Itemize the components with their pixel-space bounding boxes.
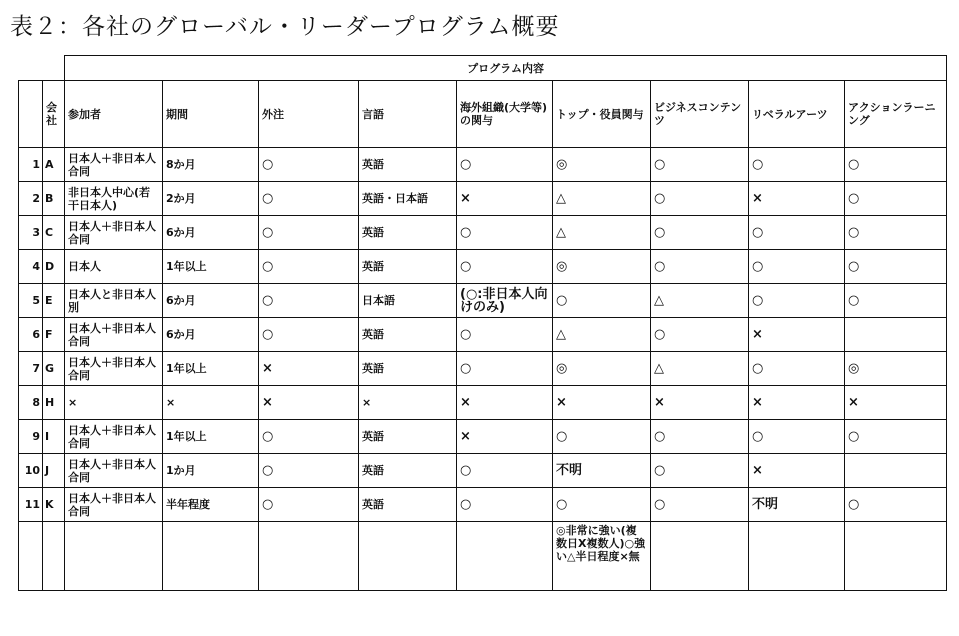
duration-cell: 1年以上 xyxy=(163,420,259,454)
participants-cell: 日本人＋非日本人合同 xyxy=(65,148,163,182)
business-cell: △ xyxy=(651,284,749,318)
action-learning-cell: ○ xyxy=(845,182,947,216)
participants-cell: 日本人＋非日本人合同 xyxy=(65,318,163,352)
duration-cell: 1か月 xyxy=(163,454,259,488)
row-number: 10 xyxy=(19,454,43,488)
table-row xyxy=(19,216,947,250)
language-cell: 英語 xyxy=(359,250,457,284)
table-row xyxy=(19,318,947,352)
business-cell: △ xyxy=(651,352,749,386)
empty-cell xyxy=(259,522,359,591)
outsourcing-cell: ○ xyxy=(259,318,359,352)
row-number: 2 xyxy=(19,182,43,216)
legend-row xyxy=(19,522,947,591)
language-cell: 英語 xyxy=(359,318,457,352)
overseas-org-cell: ○ xyxy=(457,454,553,488)
blank-cell xyxy=(19,56,43,81)
executive-cell: ○ xyxy=(553,420,651,454)
header-cell-action-learning: アクションラーニング xyxy=(845,81,947,148)
header-cell-business: ビジネスコンテンツ xyxy=(651,81,749,148)
empty-cell xyxy=(65,522,163,591)
header-cell-language: 言語 xyxy=(359,81,457,148)
language-cell: 英語 xyxy=(359,488,457,522)
executive-cell: ○ xyxy=(553,284,651,318)
language-cell: 英語 xyxy=(359,352,457,386)
table-row xyxy=(19,420,947,454)
company-cell: B xyxy=(43,182,65,216)
table-body xyxy=(19,56,947,591)
liberal-arts-cell: × xyxy=(749,454,845,488)
header-cell-participants: 参加者 xyxy=(65,81,163,148)
outsourcing-cell: ○ xyxy=(259,284,359,318)
action-learning-cell: ○ xyxy=(845,250,947,284)
outsourcing-cell: ○ xyxy=(259,148,359,182)
table-row xyxy=(19,454,947,488)
executive-cell: ◎ xyxy=(553,352,651,386)
empty-cell xyxy=(359,522,457,591)
company-cell: E xyxy=(43,284,65,318)
outsourcing-cell: ○ xyxy=(259,454,359,488)
table-row xyxy=(19,148,947,182)
empty-cell xyxy=(457,522,553,591)
action-learning-cell: ○ xyxy=(845,216,947,250)
liberal-arts-cell: ○ xyxy=(749,352,845,386)
liberal-arts-cell: ○ xyxy=(749,250,845,284)
participants-cell: 日本人＋非日本人合同 xyxy=(65,454,163,488)
table-row xyxy=(19,250,947,284)
action-learning-cell xyxy=(845,454,947,488)
outsourcing-cell: ○ xyxy=(259,216,359,250)
table-row xyxy=(19,352,947,386)
executive-cell: ○ xyxy=(553,488,651,522)
overseas-org-cell: ○ xyxy=(457,148,553,182)
language-cell: 英語 xyxy=(359,420,457,454)
header-cell-company: 会社 xyxy=(43,81,65,148)
empty-cell xyxy=(163,522,259,591)
legend-cell: ◎非常に強い(複数日X複数人)○強い△半日程度×無 xyxy=(553,522,651,591)
executive-cell: △ xyxy=(553,182,651,216)
duration-cell: 8か月 xyxy=(163,148,259,182)
duration-cell: 半年程度 xyxy=(163,488,259,522)
company-cell: J xyxy=(43,454,65,488)
participants-cell: 日本人＋非日本人合同 xyxy=(65,488,163,522)
business-cell: ○ xyxy=(651,250,749,284)
action-learning-cell: ○ xyxy=(845,284,947,318)
liberal-arts-cell: ○ xyxy=(749,284,845,318)
header-cell-duration: 期間 xyxy=(163,81,259,148)
overseas-org-cell: (○:非日本人向けのみ) xyxy=(457,284,553,318)
duration-cell: 6か月 xyxy=(163,284,259,318)
action-learning-cell xyxy=(845,318,947,352)
language-cell: 英語・日本語 xyxy=(359,182,457,216)
overseas-org-cell: ○ xyxy=(457,352,553,386)
duration-cell: 1年以上 xyxy=(163,352,259,386)
executive-cell: ◎ xyxy=(553,148,651,182)
liberal-arts-cell: ○ xyxy=(749,216,845,250)
table-row xyxy=(19,488,947,522)
row-number: 9 xyxy=(19,420,43,454)
participants-cell: × xyxy=(65,386,163,420)
program-table xyxy=(18,55,947,591)
liberal-arts-cell: × xyxy=(749,318,845,352)
duration-cell: 1年以上 xyxy=(163,250,259,284)
row-number: 3 xyxy=(19,216,43,250)
header-cell-outsourcing: 外注 xyxy=(259,81,359,148)
blank-cell xyxy=(43,56,65,81)
company-cell: H xyxy=(43,386,65,420)
executive-cell: 不明 xyxy=(553,454,651,488)
row-number: 5 xyxy=(19,284,43,318)
participants-cell: 日本人 xyxy=(65,250,163,284)
action-learning-cell: ○ xyxy=(845,420,947,454)
header-cell-overseas-org: 海外組織(大学等)の関与 xyxy=(457,81,553,148)
row-number: 6 xyxy=(19,318,43,352)
outsourcing-cell: × xyxy=(259,386,359,420)
document-title: 表２：各社のグローバル・リーダープログラム概要 xyxy=(10,14,560,40)
overseas-org-cell: × xyxy=(457,386,553,420)
table-row xyxy=(19,284,947,318)
language-cell: 英語 xyxy=(359,216,457,250)
empty-cell xyxy=(845,522,947,591)
header-cell-executive: トップ・役員関与 xyxy=(553,81,651,148)
company-cell: K xyxy=(43,488,65,522)
business-cell: ○ xyxy=(651,318,749,352)
overseas-org-cell: × xyxy=(457,182,553,216)
liberal-arts-cell: × xyxy=(749,182,845,216)
header-cell-liberal-arts: リベラルアーツ xyxy=(749,81,845,148)
row-number: 1 xyxy=(19,148,43,182)
outsourcing-cell: ○ xyxy=(259,488,359,522)
group-header-row xyxy=(19,56,947,81)
outsourcing-cell: ○ xyxy=(259,420,359,454)
empty-cell xyxy=(749,522,845,591)
business-cell: ○ xyxy=(651,182,749,216)
overseas-org-cell: × xyxy=(457,420,553,454)
header-cell-index xyxy=(19,81,43,148)
language-cell: 英語 xyxy=(359,454,457,488)
empty-cell xyxy=(43,522,65,591)
language-cell: × xyxy=(359,386,457,420)
company-cell: F xyxy=(43,318,65,352)
business-cell: ○ xyxy=(651,488,749,522)
row-number: 11 xyxy=(19,488,43,522)
duration-cell: 6か月 xyxy=(163,216,259,250)
participants-cell: 日本人＋非日本人合同 xyxy=(65,216,163,250)
outsourcing-cell: × xyxy=(259,352,359,386)
action-learning-cell: × xyxy=(845,386,947,420)
row-number: 8 xyxy=(19,386,43,420)
outsourcing-cell: ○ xyxy=(259,250,359,284)
company-cell: I xyxy=(43,420,65,454)
company-cell: G xyxy=(43,352,65,386)
business-cell: ○ xyxy=(651,454,749,488)
liberal-arts-cell: ○ xyxy=(749,420,845,454)
table-row xyxy=(19,386,947,420)
row-number: 4 xyxy=(19,250,43,284)
action-learning-cell: ◎ xyxy=(845,352,947,386)
company-cell: D xyxy=(43,250,65,284)
participants-cell: 日本人＋非日本人合同 xyxy=(65,352,163,386)
executive-cell: △ xyxy=(553,216,651,250)
business-cell: ○ xyxy=(651,420,749,454)
duration-cell: 2か月 xyxy=(163,182,259,216)
business-cell: ○ xyxy=(651,148,749,182)
table-row xyxy=(19,182,947,216)
column-header-row xyxy=(19,81,947,148)
duration-cell: × xyxy=(163,386,259,420)
empty-cell xyxy=(19,522,43,591)
action-learning-cell: ○ xyxy=(845,488,947,522)
liberal-arts-cell: ○ xyxy=(749,148,845,182)
row-number: 7 xyxy=(19,352,43,386)
overseas-org-cell: ○ xyxy=(457,250,553,284)
outsourcing-cell: ○ xyxy=(259,182,359,216)
liberal-arts-cell: 不明 xyxy=(749,488,845,522)
participants-cell: 非日本人中心(若干日本人) xyxy=(65,182,163,216)
company-cell: C xyxy=(43,216,65,250)
executive-cell: △ xyxy=(553,318,651,352)
liberal-arts-cell: × xyxy=(749,386,845,420)
language-cell: 英語 xyxy=(359,148,457,182)
language-cell: 日本語 xyxy=(359,284,457,318)
duration-cell: 6か月 xyxy=(163,318,259,352)
executive-cell: ◎ xyxy=(553,250,651,284)
action-learning-cell: ○ xyxy=(845,148,947,182)
executive-cell: × xyxy=(553,386,651,420)
business-cell: ○ xyxy=(651,216,749,250)
business-cell: × xyxy=(651,386,749,420)
overseas-org-cell: ○ xyxy=(457,216,553,250)
company-cell: A xyxy=(43,148,65,182)
participants-cell: 日本人＋非日本人合同 xyxy=(65,420,163,454)
overseas-org-cell: ○ xyxy=(457,488,553,522)
overseas-org-cell: ○ xyxy=(457,318,553,352)
participants-cell: 日本人と非日本人別 xyxy=(65,284,163,318)
empty-cell xyxy=(651,522,749,591)
group-header: プログラム内容 xyxy=(65,56,947,81)
